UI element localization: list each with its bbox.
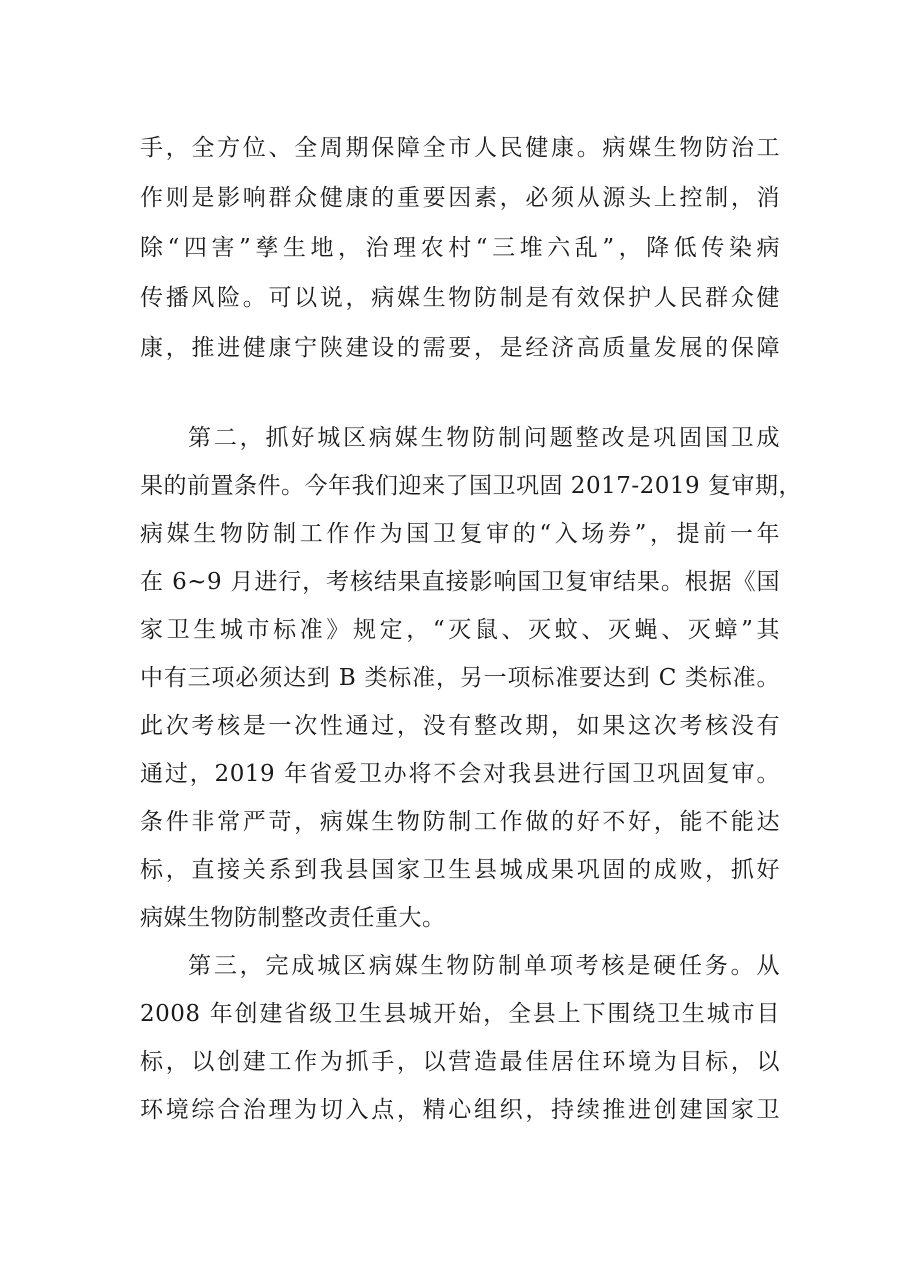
text-line: 作则是影响群众健康的重要因素，必须从源头上控制，消 bbox=[140, 185, 780, 211]
text-line: 病媒生物防制工作作为国卫复审的“入场券”，提前一年 bbox=[140, 521, 780, 547]
text-line: 在 6~9 月进行，考核结果直接影响国卫复审结果。根据《国 bbox=[140, 569, 780, 595]
text-line: 除“四害”孳生地，治理农村“三堆六乱”，降低传染病 bbox=[140, 235, 780, 261]
text-line: 传播风险。可以说，病媒生物防制是有效保护人民群众健 bbox=[140, 285, 780, 311]
text-line: 环境综合治理为切入点，精心组织，持续推进创建国家卫 bbox=[140, 1097, 780, 1123]
text-line: 手，全方位、全周期保障全市人民健康。病媒生物防治工 bbox=[140, 135, 780, 161]
text-line: 病媒生物防制整改责任重大。 bbox=[140, 905, 446, 931]
text-line: 标，直接关系到我县国家卫生县城成果巩固的成败，抓好 bbox=[140, 857, 780, 883]
text-line: 康，推进健康宁陕建设的需要，是经济高质量发展的保障 bbox=[140, 335, 780, 361]
text-line: 条件非常严苛，病媒生物防制工作做的好不好，能不能达 bbox=[140, 809, 780, 835]
text-line: 果的前置条件。今年我们迎来了国卫巩固 2017-2019 复审期， bbox=[140, 473, 802, 499]
text-line: 2008 年创建省级卫生县城开始，全县上下围绕卫生城市目 bbox=[140, 1001, 780, 1027]
text-line: 通过，2019 年省爱卫办将不会对我县进行国卫巩固复审。 bbox=[140, 761, 780, 787]
text-line: 此次考核是一次性通过，没有整改期，如果这次考核没有 bbox=[140, 713, 780, 739]
text-line: 家卫生城市标准》规定，“灭鼠、灭蚊、灭蝇、灭蟑”其 bbox=[140, 617, 780, 643]
text-line: 中有三项必须达到 B 类标准，另一项标准要达到 C 类标准。 bbox=[140, 665, 780, 691]
text-line: 第二，抓好城区病媒生物防制问题整改是巩固国卫成 bbox=[188, 425, 780, 451]
text-line: 标，以创建工作为抓手，以营造最佳居住环境为目标，以 bbox=[140, 1049, 780, 1075]
text-line: 第三，完成城区病媒生物防制单项考核是硬任务。从 bbox=[188, 953, 780, 979]
